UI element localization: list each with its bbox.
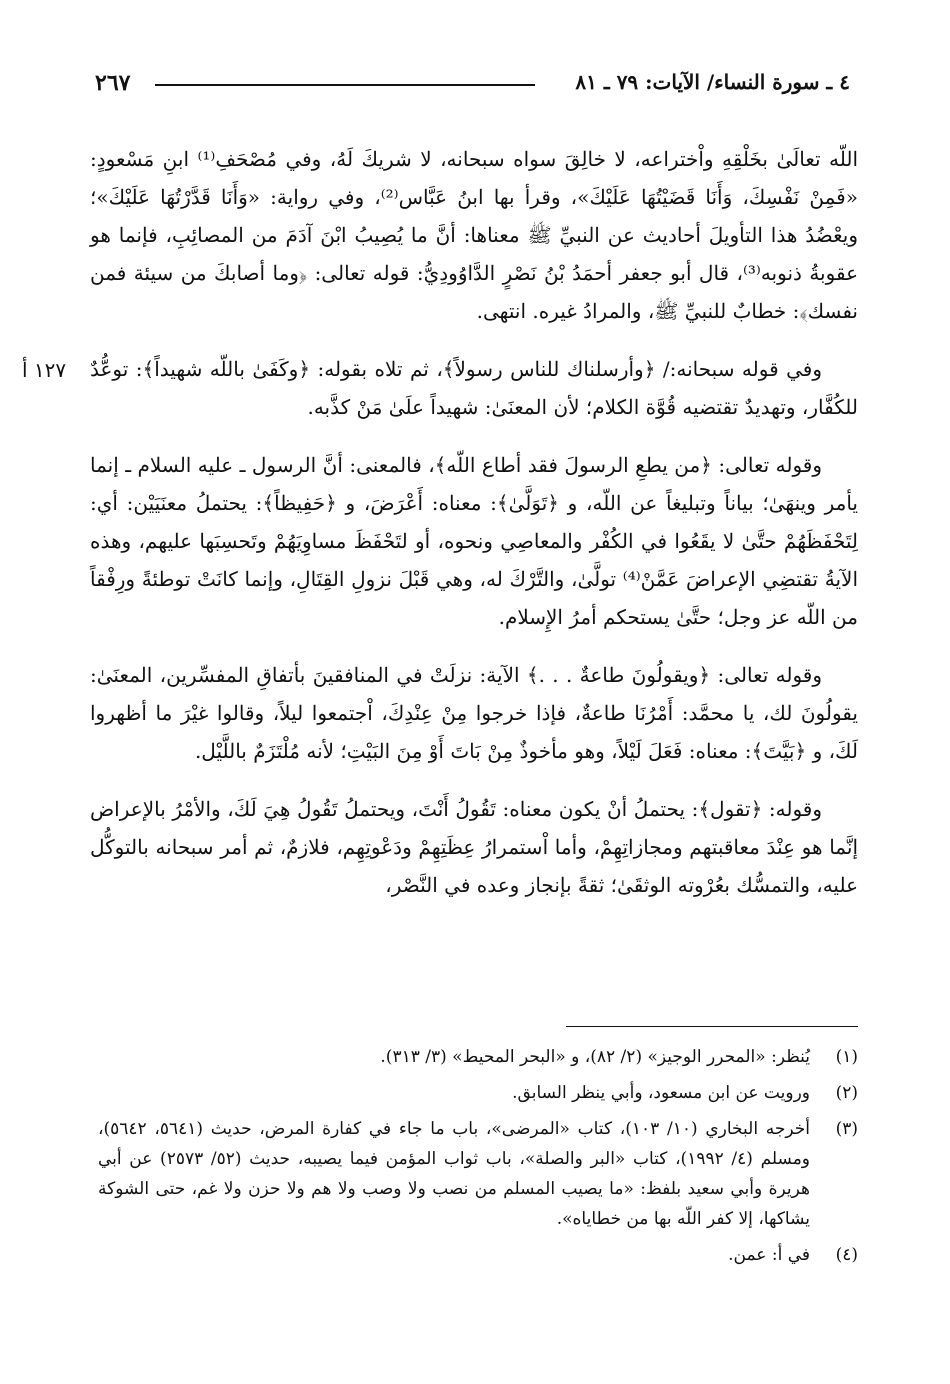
paragraph: وقوله تعالى: ﴿من يطعِ الرسولَ فقد أطاع اللّه﴾، فالمعنى: أنَّ الرسول ـ عليه السلام ـ إنما يأمر وينهَىٰ؛ بياناً وتبليغاً عن اللّه، و ﴿تَوَلَّىٰ﴾: معناه: أَعْرَضَ، و ﴿حَفِيظاً﴾: يحتملُ معنَيَيْن: أي: لِتَحْفَظَهُمْ حتَّىٰ لا يقَعُوا في الكُفْر والمعاصِي ونحوه، أو لتَحْفَظَ مساوِيَهُمْ وتَحسِبَها عليهم، وهذه الآيةُ تقتضِي الإعراضَ عَمَّنْ⁽⁴⁾ تولَّىٰ، والتَّرْكَ له، وهي قَبْلَ نزولِ القِتَالِ، وإنما كانَتْ توطئةً ورِفْقاً من اللّه عز وجل؛ حتَّىٰ يستحكم أمرُ الإِسلام.: [90, 453, 858, 629]
footnote-number: (٢): [835, 1083, 858, 1103]
header-rule: [155, 84, 535, 86]
footnote: [98, 1042, 858, 1072]
page-header: [95, 70, 850, 104]
footnote-separator: [566, 1026, 858, 1027]
footnotes: [98, 1042, 858, 1276]
page-number: ٢٦٧: [95, 70, 131, 96]
footnote-number: (٣): [835, 1119, 858, 1139]
paragraph: وقوله: ﴿تقول﴾: يحتملُ أنْ يكون معناه: تَقُولُ أَنْتَ، ويحتملُ تَقُولُ هِيَ لَكَ، والأمْرُ بالإعراض إنَّما هو عِنْدَ معاقبتهم ومجازاتِهِمْ، وأما اْستمرارُ عِظَتِهِمْ ودَعْوتِهِم، فلازمٌ، ثم أمر سبحانه بالتوكُّل عليه، والتمسُّك بعُرْوته الوثقَىٰ؛ ثقةً بإنجاز وعده في النَّصْر،: [90, 797, 858, 897]
footnote: [98, 1114, 858, 1234]
paragraph: وقوله تعالى: ﴿ويقولُونَ طاعةٌ . . .﴾ الآية: نزلَتْ في المنافقينَ بأتفاقِ المفسِّرين، المعنَىٰ: يقولُونَ لك، يا محمَّد: أَمْرُنَا طاعةٌ، فإذا خرجوا مِنْ عِنْدِكَ، اْجتمعوا ليلاً، وقالوا غيْرَ ما أظهروا لَكَ، و ﴿بَيَّتَ﴾: معناه: فَعَلَ لَيْلاً، وهو مأخوذٌ مِنْ بَاتَ أَوْ مِنَ البَيْتِ؛ لأنه مُلْتَزَمٌ باللَّيْل.: [90, 663, 858, 763]
footnote-text: يُنظر: «المحرر الوجيز» (٢/ ٨٢)، و «البحر المحيط» (٣/ ٣١٣).: [380, 1047, 810, 1067]
footnote: [98, 1078, 858, 1108]
main-text: [90, 140, 858, 924]
footnote-number: (١): [835, 1047, 858, 1067]
running-title: ٤ ـ سورة النساء/ الآيات: ٧٩ ـ ٨١: [575, 70, 850, 94]
manuscript-folio-note: ١٢٧ أ: [22, 358, 67, 382]
footnote-text: ورويت عن ابن مسعود، وأبي ينظر السابق.: [512, 1083, 810, 1103]
paragraph: اللّه تعالَىٰ بخَلْقِهِ واْختراعه، لا خالِقَ سواه سبحانه، لا شريكَ لَهُ، وفي مُصْحَفِ⁽¹⁾ ابنِ مَسْعودٍ: «فَمِنْ نَفْسِكَ، وَأَنَا قَضَيْتُهَا عَلَيْكَ»، وقرأ بها ابنُ عَبَّاس⁽²⁾، وفي رواية: «وَأَنَا قَدَّرْتُهَا عَلَيْكَ»؛ ويعْضُدُ هذا التأويلَ أحاديث عن النبيِّ ﷺ معناها: أنَّ ما يُصِيبُ ابْنَ آدَمَ من المصائِبِ، فإنما هو عقوبةُ ذنوبه⁽³⁾، قال أبو جعفر أحمَدُ بْنُ نَصْرٍ الدَّاوُودِيُّ: قوله تعالى: ﴿وما أصابكَ من سيئة فمن نفسك﴾: خطابٌ للنبيِّ ﷺ، والمرادُ غيره. انتهى.: [90, 147, 858, 323]
footnote-text: في أ: عمن.: [728, 1245, 810, 1265]
footnote-text: أخرجه البخاري (١٠/ ١٠٣)، كتاب «المرضى»، باب ما جاء في كفارة المرض، حديث (٥٦٤١، ٥٦٤٢)، ومسلم (٤/ ١٩٩٢)، كتاب «البر والصلة»، باب ثواب المؤمن فيما يصيبه، حديث (٥٢/ ٢٥٧٣) عن أبي هريرة وأبي سعيد بلفظ: «ما يصيب المسلم من نصب ولا وصب ولا هم ولا حزن ولا غم، حتى الشوكة يشاكها، إلا كفر اللّه بها من خطاياه».: [98, 1119, 811, 1229]
footnote-number: (٤): [835, 1245, 858, 1265]
paragraph: وفي قوله سبحانه:/ ﴿وأرسلناك للناس رسولاً﴾، ثم تلاه بقوله: ﴿وكَفَىٰ باللّه شهيداً﴾: توعُّدٌ للكُفَّار، وتهديدٌ تقتضيه قُوَّة الكلام؛ لأن المعنَىٰ: شهيداً علَىٰ مَنْ كذَّبه.: [90, 357, 858, 419]
footnote: [98, 1240, 858, 1270]
